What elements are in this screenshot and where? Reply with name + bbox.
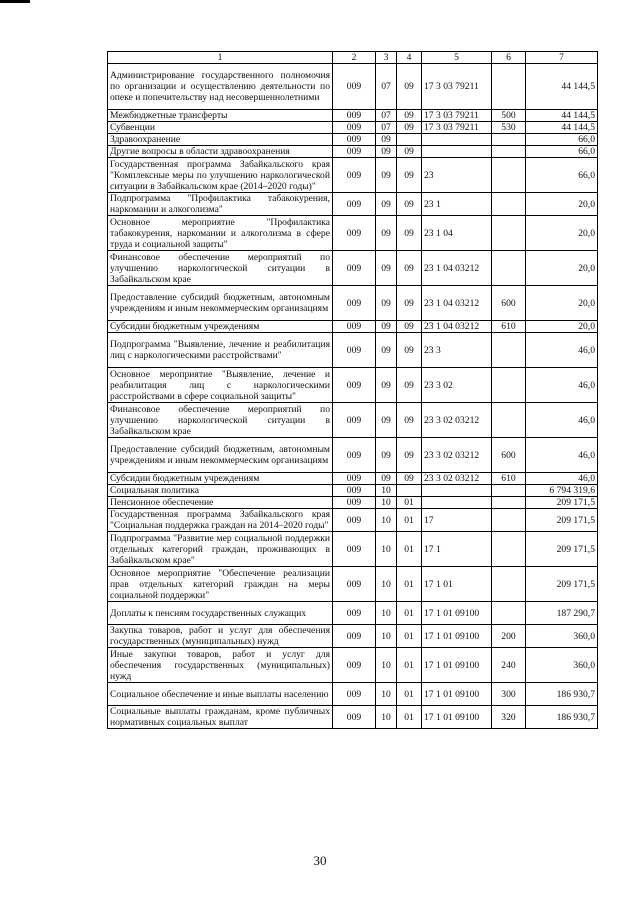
cell-pr: 01 [397,567,422,602]
col-header-name: 1 [108,52,333,64]
cell-sum: 66,0 [526,146,598,158]
budget-table [107,51,598,729]
cell-sum: 186 930,7 [526,706,598,729]
cell-vr [492,403,526,438]
cell-csr: 23 3 02 03212 [422,403,492,438]
cell-sum: 187 290,7 [526,602,598,625]
table-row [108,648,598,683]
table-row [108,473,598,485]
cell-rz: 09 [376,134,397,146]
cell-name: Здравоохранение [108,134,333,146]
table-row [108,333,598,368]
table-row [108,286,598,321]
cell-vr [492,485,526,497]
cell-vr [492,64,526,110]
cell-pr: 01 [397,625,422,648]
cell-sum: 66,0 [526,134,598,146]
cell-grbs: 009 [333,497,376,509]
cell-csr: 23 1 04 [422,216,492,251]
cell-sum: 44 144,5 [526,122,598,134]
cell-vr [492,216,526,251]
header-row [108,52,598,64]
cell-grbs: 009 [333,485,376,497]
cell-rz: 09 [376,158,397,193]
cell-vr [492,602,526,625]
cell-vr: 500 [492,110,526,122]
cell-vr: 610 [492,473,526,485]
cell-vr [492,134,526,146]
cell-csr: 23 1 [422,193,492,216]
cell-name: Пенсионное обеспечение [108,497,333,509]
cell-grbs: 009 [333,122,376,134]
cell-sum: 46,0 [526,403,598,438]
cell-rz: 09 [376,146,397,158]
cell-name: Иные закупки товаров, работ и услуг для обеспечения государственных (муниципальных) нужд [108,648,333,683]
cell-csr: 17 1 01 09100 [422,648,492,683]
col-header-csr: 5 [422,52,492,64]
cell-rz: 09 [376,193,397,216]
cell-vr [492,333,526,368]
cell-rz: 09 [376,333,397,368]
table-row [108,602,598,625]
col-header-sum: 7 [526,52,598,64]
cell-vr [492,193,526,216]
cell-rz: 10 [376,497,397,509]
cell-sum: 46,0 [526,333,598,368]
cell-csr: 17 3 03 79211 [422,110,492,122]
cell-pr [397,134,422,146]
cell-name: Социальные выплаты гражданам, кроме публичных нормативных социальных выплат [108,706,333,729]
cell-rz: 10 [376,532,397,567]
cell-grbs: 009 [333,532,376,567]
table-row [108,509,598,532]
cell-csr: 23 1 04 03212 [422,286,492,321]
cell-grbs: 009 [333,509,376,532]
cell-grbs: 009 [333,251,376,286]
table-row [108,485,598,497]
cell-name: Администрирование государственного полномочия по организации и осуществлению деятельности по опеке и попечительству над несовершеннолетними [108,64,333,110]
cell-name: Закупка товаров, работ и услуг для обеспечения государственных (муниципальных) нужд [108,625,333,648]
cell-rz: 09 [376,368,397,403]
cell-vr [492,158,526,193]
cell-name: Предоставление субсидий бюджетным, автономным учреждениям и иным некоммерческим организациям [108,438,333,473]
cell-csr: 17 1 01 09100 [422,602,492,625]
cell-csr [422,485,492,497]
cell-name: Подпрограмма "Развитие мер социальной поддержки отдельных категорий граждан, проживающих в Забайкальском крае" [108,532,333,567]
cell-csr: 17 1 01 09100 [422,625,492,648]
cell-name: Социальная политика [108,485,333,497]
cell-rz: 10 [376,602,397,625]
cell-rz: 10 [376,509,397,532]
cell-grbs: 009 [333,473,376,485]
cell-grbs: 009 [333,216,376,251]
cell-name: Основное мероприятие "Профилактика табакокурения, наркомании и алкоголизма в сфере труда и социальной защиты" [108,216,333,251]
cell-grbs: 009 [333,602,376,625]
table-row [108,122,598,134]
cell-vr: 200 [492,625,526,648]
cell-vr [492,567,526,602]
cell-rz: 10 [376,485,397,497]
cell-pr: 09 [397,216,422,251]
cell-vr [492,146,526,158]
table-row [108,403,598,438]
cell-grbs: 009 [333,286,376,321]
cell-csr: 17 3 03 79211 [422,64,492,110]
cell-name: Предоставление субсидий бюджетным, автономным учреждениям и иным некоммерческим организациям [108,286,333,321]
cell-rz: 07 [376,122,397,134]
cell-name: Основное мероприятие "Обеспечение реализации прав отдельных категорий граждан на меры социальной поддержки" [108,567,333,602]
cell-sum: 46,0 [526,438,598,473]
cell-vr: 610 [492,321,526,333]
cell-rz: 07 [376,64,397,110]
cell-csr [422,146,492,158]
cell-rz: 10 [376,706,397,729]
table-row [108,216,598,251]
page-number: 30 [313,853,327,868]
cell-sum: 46,0 [526,368,598,403]
cell-grbs: 009 [333,706,376,729]
cell-grbs: 009 [333,321,376,333]
cell-grbs: 009 [333,438,376,473]
cell-pr: 09 [397,122,422,134]
cell-grbs: 009 [333,158,376,193]
table-row [108,567,598,602]
cell-pr: 09 [397,146,422,158]
cell-name: Финансовое обеспечение мероприятий по улучшению наркологической ситуации в Забайкальском крае [108,251,333,286]
cell-csr: 23 3 [422,333,492,368]
cell-pr: 09 [397,110,422,122]
cell-name: Основное мероприятие "Выявление, лечение и реабилитация лиц с наркологическими расстройствами в сфере социальной защиты" [108,368,333,403]
cell-csr: 17 [422,509,492,532]
cell-name: Подпрограмма "Выявление, лечение и реабилитация лиц с наркологическими расстройствами" [108,333,333,368]
cell-pr: 09 [397,403,422,438]
table-row [108,158,598,193]
table-row [108,683,598,706]
cell-rz: 09 [376,251,397,286]
cell-name: Субсидии бюджетным учреждениям [108,473,333,485]
cell-grbs: 009 [333,146,376,158]
col-header-grbs: 2 [333,52,376,64]
cell-grbs: 009 [333,368,376,403]
table-row [108,321,598,333]
cell-pr: 09 [397,368,422,403]
cell-rz: 09 [376,403,397,438]
cell-sum: 360,0 [526,625,598,648]
cell-pr: 09 [397,158,422,193]
cell-sum: 6 794 319,6 [526,485,598,497]
table-header [108,52,598,64]
cell-vr [492,532,526,567]
cell-pr: 01 [397,509,422,532]
cell-pr: 09 [397,473,422,485]
cell-csr: 17 1 01 [422,567,492,602]
cell-name: Финансовое обеспечение мероприятий по улучшению наркологической ситуации в Забайкальском крае [108,403,333,438]
cell-rz: 09 [376,438,397,473]
table-row [108,251,598,286]
cell-csr: 23 1 04 03212 [422,321,492,333]
table-row [108,706,598,729]
cell-name: Социальное обеспечение и иные выплаты населению [108,683,333,706]
cell-sum: 209 171,5 [526,509,598,532]
cell-sum: 44 144,5 [526,110,598,122]
cell-name: Доплаты к пенсиям государственных служащих [108,602,333,625]
cell-rz: 10 [376,648,397,683]
cell-csr [422,497,492,509]
table-row [108,134,598,146]
table-body [108,64,598,729]
cell-vr [492,509,526,532]
cell-pr: 01 [397,532,422,567]
cell-name: Государственная программа Забайкальского края "Комплексные меры по улучшению наркологической ситуации в Забайкальском крае (2014–2020 годы)" [108,158,333,193]
cell-sum: 20,0 [526,216,598,251]
cell-vr: 320 [492,706,526,729]
cell-csr: 23 [422,158,492,193]
cell-pr: 01 [397,602,422,625]
table-row [108,146,598,158]
col-header-pr: 4 [397,52,422,64]
cell-rz: 09 [376,216,397,251]
table-row [108,368,598,403]
cell-name: Межбюджетные трансферты [108,110,333,122]
cell-pr: 09 [397,321,422,333]
cell-grbs: 009 [333,134,376,146]
cell-vr: 600 [492,286,526,321]
cell-pr: 09 [397,438,422,473]
cell-sum: 66,0 [526,158,598,193]
table-row [108,625,598,648]
cell-csr: 17 1 01 09100 [422,683,492,706]
cell-vr [492,497,526,509]
cell-pr: 09 [397,251,422,286]
table-row [108,438,598,473]
cell-name: Субсидии бюджетным учреждениям [108,321,333,333]
cell-pr: 09 [397,333,422,368]
cell-grbs: 009 [333,683,376,706]
col-header-vr: 6 [492,52,526,64]
cell-grbs: 009 [333,625,376,648]
scan-corner-mark [0,0,30,3]
cell-rz: 10 [376,567,397,602]
cell-csr: 23 3 02 03212 [422,438,492,473]
cell-grbs: 009 [333,648,376,683]
cell-pr: 09 [397,64,422,110]
cell-grbs: 009 [333,64,376,110]
cell-vr: 530 [492,122,526,134]
table-row [108,497,598,509]
cell-vr: 300 [492,683,526,706]
table-row [108,532,598,567]
cell-csr: 23 3 02 03212 [422,473,492,485]
cell-rz: 07 [376,110,397,122]
cell-pr: 09 [397,193,422,216]
cell-csr [422,134,492,146]
cell-sum: 20,0 [526,193,598,216]
cell-sum: 209 171,5 [526,497,598,509]
cell-name: Субвенции [108,122,333,134]
cell-sum: 20,0 [526,251,598,286]
cell-sum: 186 930,7 [526,683,598,706]
col-header-rz: 3 [376,52,397,64]
cell-sum: 20,0 [526,286,598,321]
cell-name: Другие вопросы в области здравоохранения [108,146,333,158]
cell-name: Подпрограмма "Профилактика табакокурения, наркомании и алкоголизма" [108,193,333,216]
cell-grbs: 009 [333,403,376,438]
cell-csr: 17 1 [422,532,492,567]
cell-sum: 209 171,5 [526,532,598,567]
cell-rz: 10 [376,625,397,648]
cell-rz: 09 [376,473,397,485]
cell-pr [397,485,422,497]
cell-csr: 23 1 04 03212 [422,251,492,286]
cell-grbs: 009 [333,567,376,602]
cell-vr [492,368,526,403]
cell-grbs: 009 [333,333,376,368]
table-row [108,64,598,110]
cell-sum: 209 171,5 [526,567,598,602]
cell-pr: 01 [397,497,422,509]
cell-csr: 23 3 02 [422,368,492,403]
cell-vr: 600 [492,438,526,473]
cell-grbs: 009 [333,110,376,122]
cell-rz: 09 [376,286,397,321]
cell-sum: 360,0 [526,648,598,683]
cell-sum: 44 144,5 [526,64,598,110]
cell-csr: 17 3 03 79211 [422,122,492,134]
cell-vr [492,251,526,286]
table-row [108,110,598,122]
cell-grbs: 009 [333,193,376,216]
cell-csr: 17 1 01 09100 [422,706,492,729]
cell-sum: 20,0 [526,321,598,333]
cell-pr: 01 [397,706,422,729]
cell-name: Государственная программа Забайкальского края "Социальная поддержка граждан на 2014–2020 годы" [108,509,333,532]
table-row [108,193,598,216]
cell-rz: 10 [376,683,397,706]
cell-pr: 01 [397,648,422,683]
cell-sum: 46,0 [526,473,598,485]
cell-vr: 240 [492,648,526,683]
cell-pr: 01 [397,683,422,706]
cell-pr: 09 [397,286,422,321]
cell-rz: 09 [376,321,397,333]
